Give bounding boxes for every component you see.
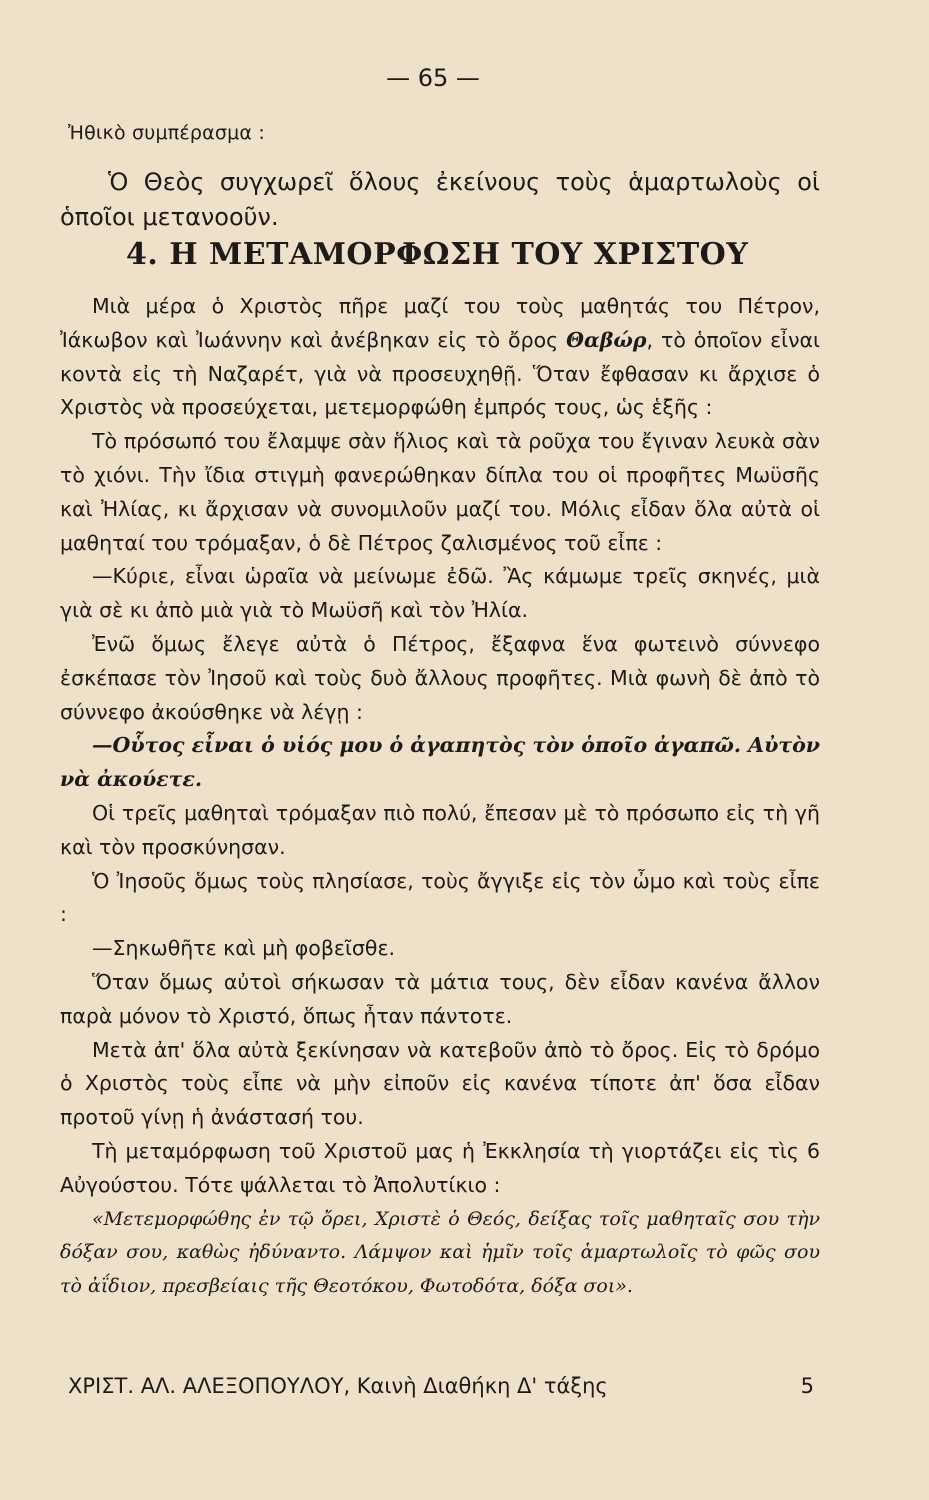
dialogue-peter: —Κύριε, εἶναι ὡραῖα νὰ μείνωμε ἐδῶ. Ἂς κάμωμε τρεῖς σκηνές, μιὰ γιὰ σὲ κι ἀπὸ μιὰ γιὰ τὸ Μωϋσῆ καὶ τὸν Ἠλία. [60,564,820,623]
apolytikion-hymn: «Μετεμορφώθης ἐν τῷ ὄρει, Χριστὲ ὁ Θεός, δείξας τοῖς μαθηταῖς σου τὴν δόξαν σου, καθὼς ἠδύναντο. Λάμψον καὶ ἡμῖν τοῖς ἁμαρτωλοῖς τὸ φῶς σου τὸ ἀΐδιον, πρεσβείαις τῆς Θεοτόκου, Φωτοδότα, δόξα σοι». [60,1207,820,1298]
paragraph: Οἱ τρεῖς μαθηταὶ τρόμαξαν πιὸ πολύ, ἔπεσαν μὲ τὸ πρόσωπο εἰς τὴ γῆ καὶ τὸν προσκύνησαν. [60,800,820,859]
footer-author: ΧΡΙΣΤ. ΑΛ. ΑΛΕΞΟΠΟΥΛΟΥ, Καινὴ Διαθήκη Δ' τάξης [68,1374,608,1398]
moral-sentence: Ὁ Θεὸς συγχωρεῖ ὅλους ἐκείνους τοὺς ἁμαρτωλοὺς οἱ ὁποῖοι μετανοοῦν. [60,168,820,231]
paragraph-text: Μιὰ μέρα ὁ Χριστὸς πῆρε μαζί του τοὺς μαθητάς του Πέτρον, Ἰάκωβον καὶ Ἰωάννην καὶ ἀνέβηκαν εἰς τὸ ὄρος [60,294,820,352]
moral-text [60,165,820,235]
dialogue-jesus: —Σηκωθῆτε καὶ μὴ φοβεῖσθε. [92,936,396,961]
footer-signature: 5 [800,1374,814,1398]
paragraph: Τὸ πρόσωπό του ἔλαμψε σὰν ἥλιος καὶ τὰ ροῦχα του ἔγιναν λευκὰ σὰν τὸ χιόνι. Τὴν ἴδια στιγμὴ φανερώθηκαν δίπλα του οἱ προφῆτες Μωϋσῆς καὶ Ἠλίας, κι ἄρχισαν νὰ συνομιλοῦν μαζί του. Μόλις εἶδαν ὅλα αὐτὰ οἱ μαθηταί του τρόμαξαν, ὁ δὲ Πέτρος ζαλισμένος τοῦ εἶπε : [60,429,820,555]
section-title: 4. Η ΜΕΤΑΜΟΡΦΩΣΗ ΤΟΥ ΧΡΙΣΤΟΥ [126,237,749,272]
paragraph: Μετὰ ἀπ' ὅλα αὐτὰ ξεκίνησαν νὰ κατεβοῦν ἀπὸ τὸ ὄρος. Εἰς τὸ δρόμο ὁ Χριστὸς τοὺς εἶπε νὰ μὴν εἰποῦν εἰς κανένα τίποτε ἀπ' ὅσα εἶδαν προτοῦ γίνῃ ἡ ἀνάστασή του. [60,1037,820,1130]
moral-heading: Ἠθικὸ συμπέρασμα : [68,122,265,144]
paragraph: Τὴ μεταμόρφωση τοῦ Χριστοῦ μας ἡ Ἐκκλησία τὴ γιορτάζει εἰς τὶς 6 Αὐγούστου. Τότε ψάλλεται τὸ Ἀπολυτίκιο : [60,1138,820,1197]
story-body [60,290,820,1304]
paragraph: Ὁ Ἰησοῦς ὅμως τοὺς πλησίασε, τοὺς ἄγγιξε εἰς τὸν ὦμο καὶ τοὺς εἶπε : [60,868,820,927]
page-footer [68,1374,814,1398]
page-number: — 65 — [386,64,480,92]
mountain-name: Θαβώρ [566,327,647,352]
paragraph [60,290,820,425]
paragraph-text: , τὸ ὁποῖον εἶναι κοντὰ εἰς τὴ Ναζαρέτ, γιὰ νὰ προσευχηθῇ. Ὅταν ἔφθασαν κι ἄρχισε ὁ Χριστὸς νὰ προσεύχεται, μετεμορφώθη ἐμπρός τους, ὡς ἑξῆς : [60,327,820,420]
paragraph: Ἐνῶ ὅμως ἔλεγε αὐτὰ ὁ Πέτρος, ἔξαφνα ἕνα φωτεινὸ σύννεφο ἐσκέπασε τὸν Ἰησοῦ καὶ τοὺς δυὸ ἄλλους προφῆτες. Μιὰ φωνὴ δὲ ἀπὸ τὸ σύννεφο ἀκούσθηκε νὰ λέγῃ : [60,631,820,724]
divine-voice-quote: —Οὗτος εἶναι ὁ υἱός μου ὁ ἀγαπητὸς τὸν ὁποῖο ἀγαπῶ. Αὐτὸν νὰ ἀκούετε. [60,733,820,792]
paragraph: Ὅταν ὅμως αὐτοὶ σήκωσαν τὰ μάτια τους, δὲν εἶδαν κανένα ἄλλον παρὰ μόνον τὸ Χριστό, ὅπως ἦταν πάντοτε. [60,969,820,1028]
